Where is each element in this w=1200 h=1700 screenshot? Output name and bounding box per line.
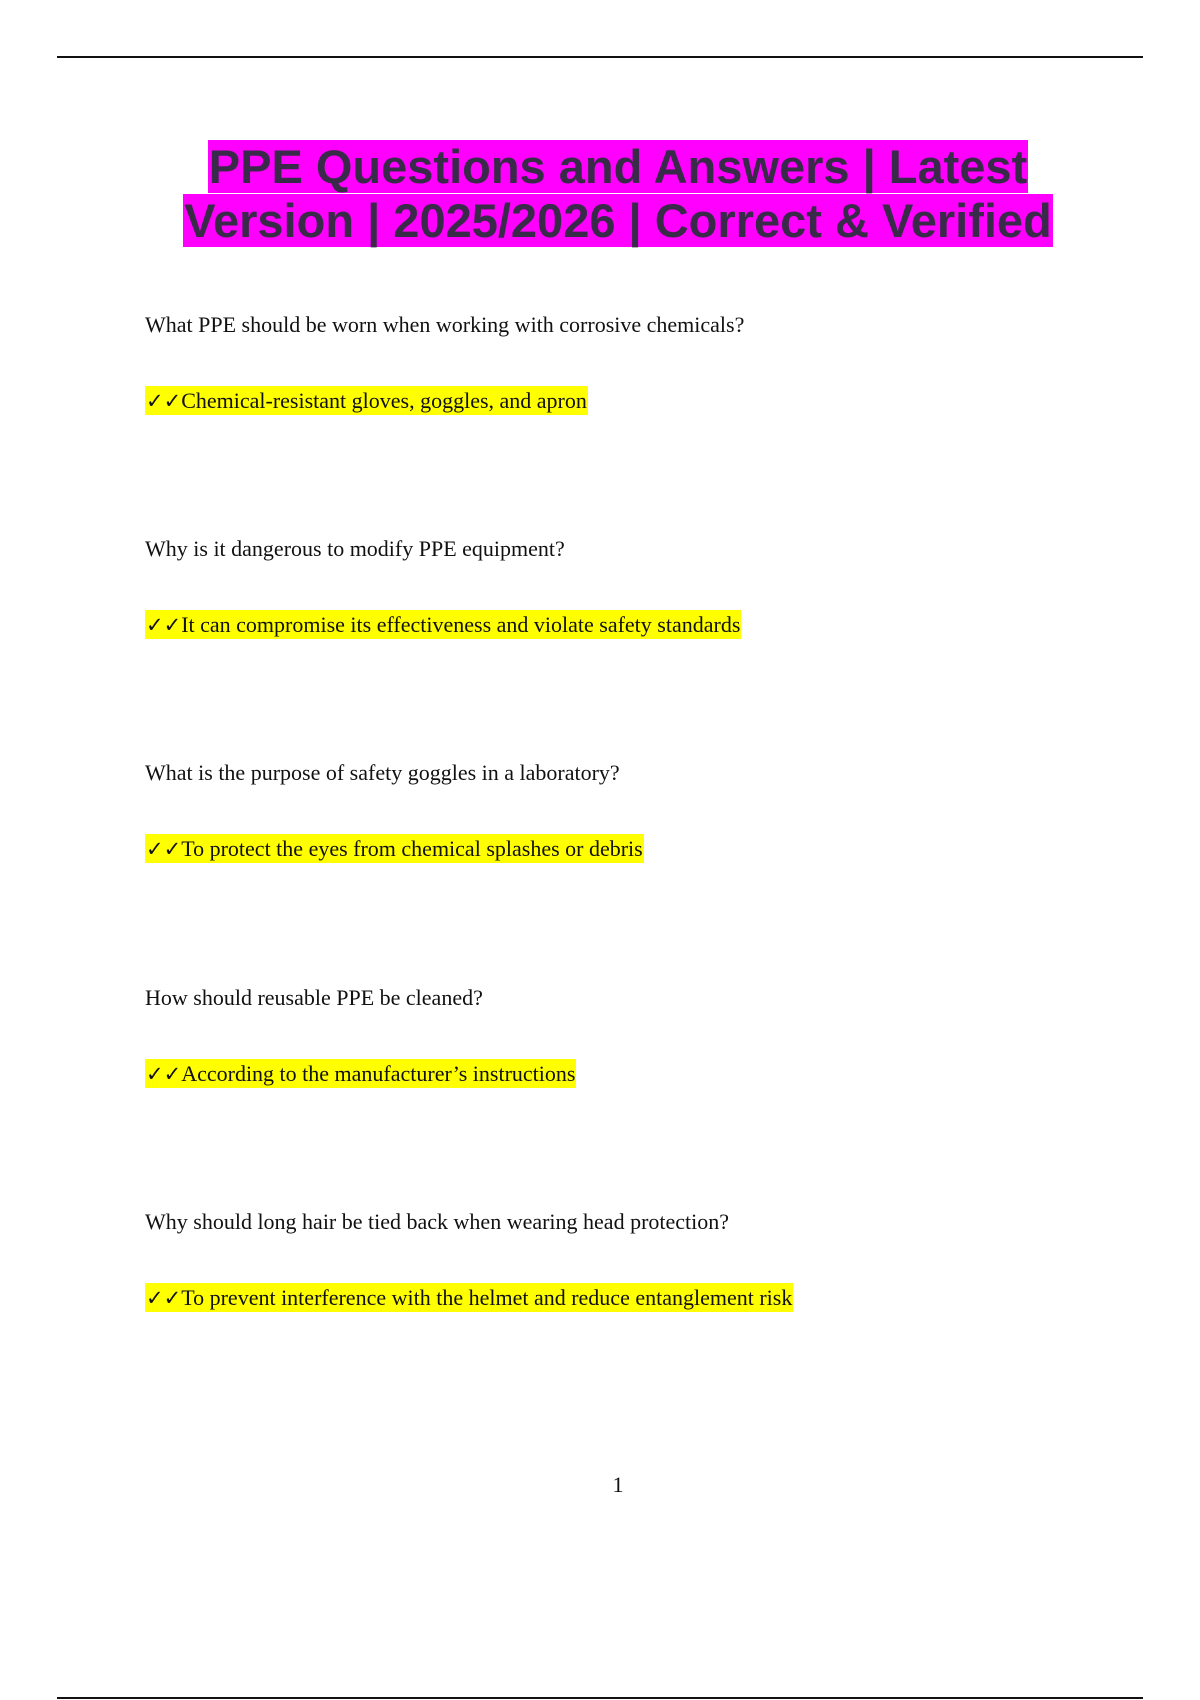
- answer-1-text: Chemical-resistant gloves, goggles, and apron: [181, 388, 587, 413]
- document-title: [0, 140, 1200, 248]
- check-icon: ✓✓: [146, 389, 182, 413]
- answer-5-highlight: [145, 1283, 793, 1312]
- question-2: Why is it dangerous to modify PPE equipment?: [145, 536, 565, 561]
- question-4: How should reusable PPE be cleaned?: [145, 985, 483, 1010]
- answer-3-highlight: [145, 834, 644, 863]
- answer-3: [145, 834, 644, 864]
- top-rule: [57, 56, 1143, 58]
- answer-1: [145, 386, 588, 416]
- answer-2-highlight: [145, 610, 741, 639]
- answer-1-highlight: [145, 386, 588, 415]
- title-line-1-text: PPE Questions and Answers | Latest: [208, 140, 1028, 193]
- answer-4-highlight: [145, 1059, 576, 1088]
- answer-5: [145, 1283, 793, 1313]
- answer-2: [145, 610, 741, 640]
- check-icon: ✓✓: [146, 1062, 182, 1086]
- answer-4-text: According to the manufacturer’s instructions: [181, 1061, 576, 1086]
- title-line-2-text: Version | 2025/2026 | Correct & Verified: [184, 194, 1052, 247]
- title-line-1: [0, 140, 1200, 194]
- check-icon: ✓✓: [146, 1286, 182, 1310]
- page-number: 1: [612, 1472, 624, 1497]
- title-line-2: [0, 194, 1200, 248]
- question-1: What PPE should be worn when working with corrosive chemicals?: [145, 312, 745, 337]
- answer-4: [145, 1059, 576, 1089]
- check-icon: ✓✓: [146, 837, 182, 861]
- question-3: What is the purpose of safety goggles in a laboratory?: [145, 760, 620, 785]
- answer-3-text: To protect the eyes from chemical splashes or debris: [181, 836, 643, 861]
- question-5: Why should long hair be tied back when wearing head protection?: [145, 1209, 730, 1234]
- bottom-rule: [57, 1697, 1143, 1699]
- answer-5-text: To prevent interference with the helmet and reduce entanglement risk: [181, 1285, 793, 1310]
- answer-2-text: It can compromise its effectiveness and violate safety standards: [181, 612, 741, 637]
- check-icon: ✓✓: [146, 613, 182, 637]
